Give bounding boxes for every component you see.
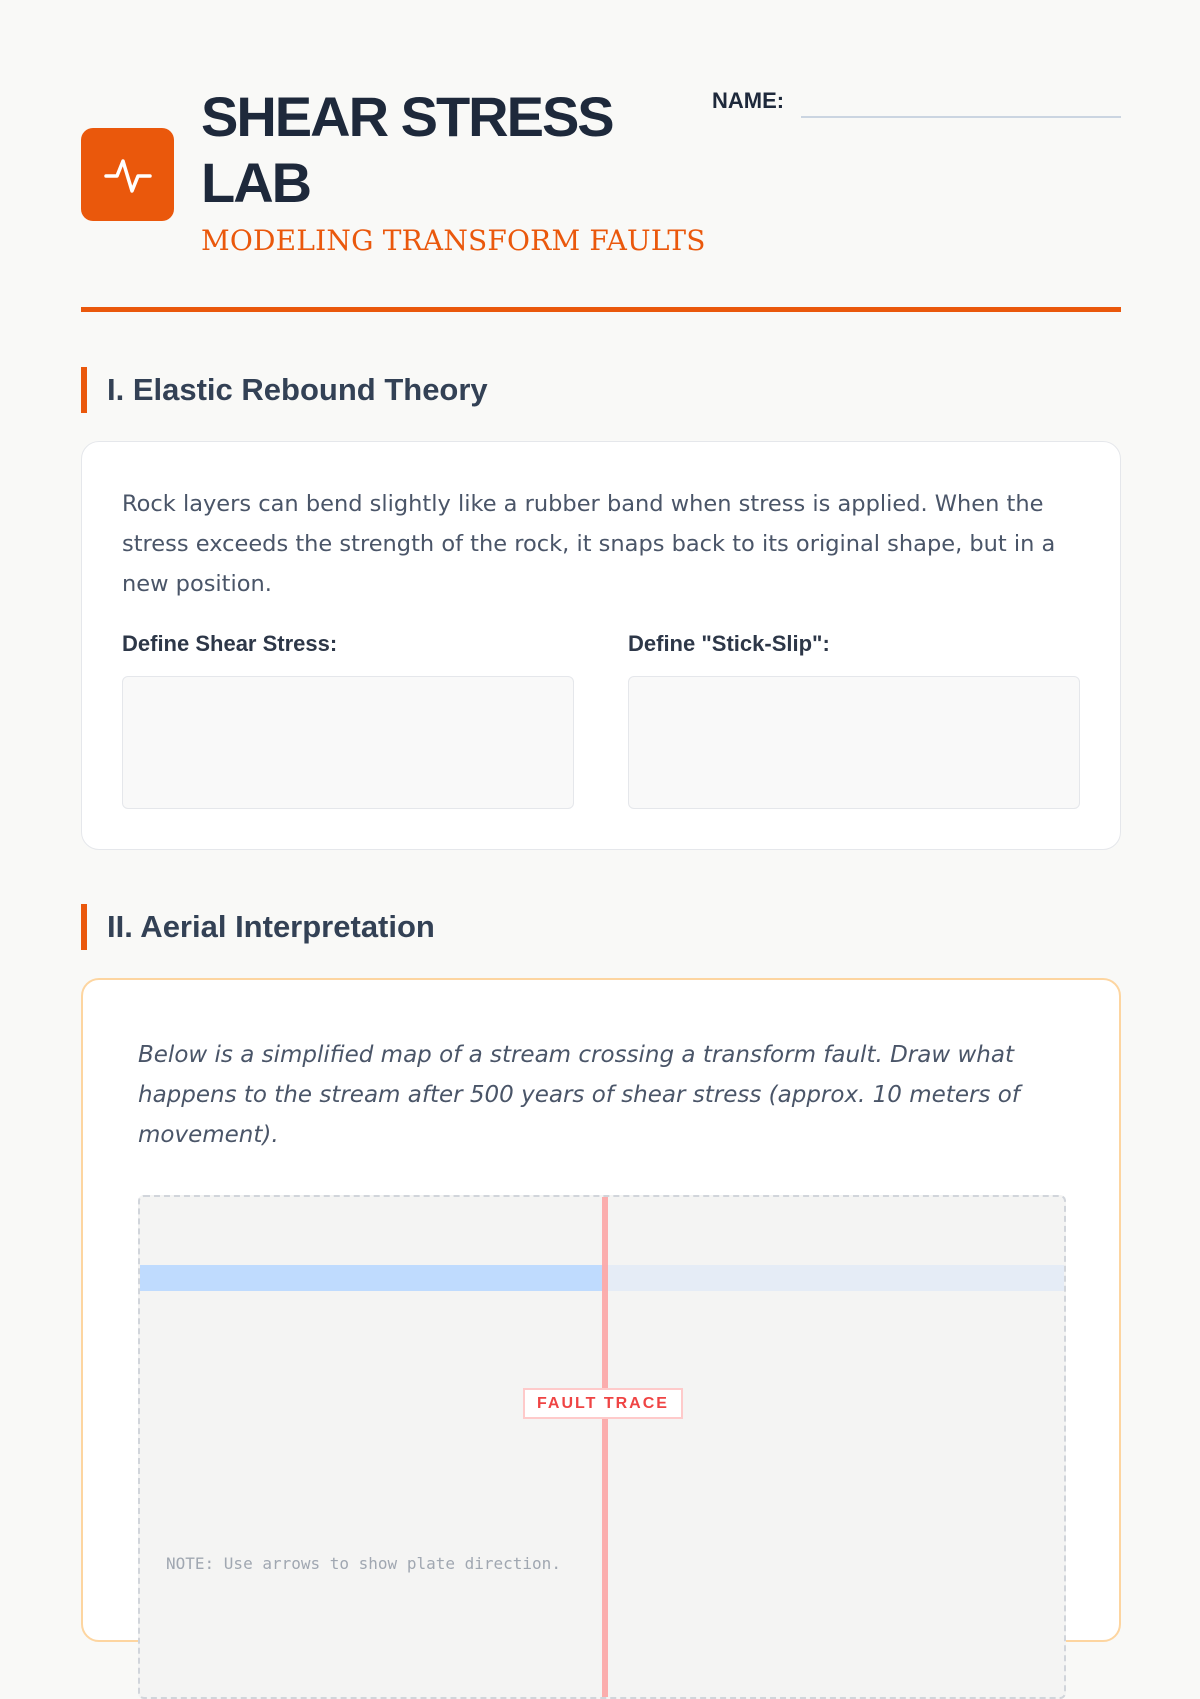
worksheet-header [81, 80, 1121, 312]
section-heading-1 [81, 367, 488, 413]
elastic-rebound-card [81, 441, 1121, 850]
header-divider [81, 307, 1121, 312]
aerial-interpretation-card [81, 978, 1121, 1642]
shear-stress-label: Define Shear Stress: [122, 631, 338, 656]
fault-trace-line [602, 1197, 608, 1699]
stream-segment-west [140, 1265, 602, 1291]
stream-segment-east [602, 1265, 1066, 1291]
name-field[interactable] [801, 116, 1121, 118]
section-accent-bar [81, 367, 87, 413]
section-heading-2 [81, 904, 435, 950]
stick-slip-answer-box[interactable] [628, 676, 1080, 809]
section-title: II. Aerial Interpretation [107, 909, 435, 944]
fault-map-drawing-area[interactable] [138, 1195, 1066, 1699]
page-title: SHEAR STRESS LAB [201, 85, 613, 214]
page-subtitle: MODELING TRANSFORM FAULTS [201, 224, 706, 257]
logo [81, 128, 174, 221]
section-accent-bar [81, 904, 87, 950]
fault-trace-label: FAULT TRACE [523, 1388, 683, 1419]
pulse-icon [102, 149, 154, 201]
section-title: I. Elastic Rebound Theory [107, 372, 488, 407]
map-note: NOTE: Use arrows to show plate direction. [166, 1554, 561, 1573]
name-label: NAME: [712, 88, 785, 113]
stick-slip-label: Define "Stick-Slip": [628, 631, 830, 656]
map-instructions: Below is a simplified map of a stream crossing a transform fault. Draw what happens to the stream after 500 years of shear stress (approx. 10 meters of movement). [138, 1042, 1020, 1148]
shear-stress-answer-box[interactable] [122, 676, 574, 809]
intro-paragraph: Rock layers can bend slightly like a rubber band when stress is applied. When the stress exceeds the strength of the rock, it snaps back to its original shape, but in a new position. [122, 491, 1056, 597]
